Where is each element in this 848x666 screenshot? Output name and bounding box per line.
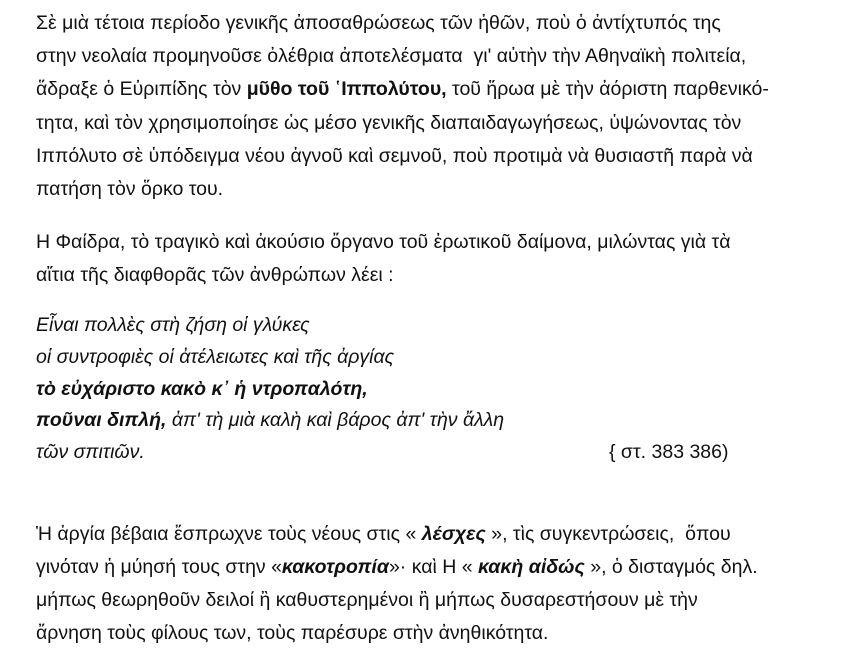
text-run: », ὁ δισταγμός δηλ. (584, 556, 758, 578)
paragraph-3-line-1 (36, 521, 731, 547)
paragraph-1-line-1: Σὲ μιὰ τέτοια περίοδο γενικῆς ἀποσαθρώσεως τῶν ἠθῶν, ποὺ ὁ ἀντίχτυπός της (36, 12, 721, 34)
text-run: ἀπ' τὴ μιὰ καλὴ καὶ βάρος ἀπ' τὴν ἄλλη (166, 409, 505, 431)
quote-line-1: Εἶναι πολλὲς στὴ ζήση οἱ γλύκες (36, 314, 310, 336)
quote-line-4 (36, 407, 504, 433)
text-run: γινόταν ἡ μύησή τους στην « (36, 556, 282, 578)
paragraph-1-line-6: πατήση τὸν ὅρκο του. (36, 178, 224, 200)
quote-line-3: τὸ εὐχάριστο κακὸ κ᾽ ἡ ντροπαλότη, (36, 378, 368, 400)
text-run: »· καὶ Η « (388, 556, 478, 578)
text-run: Ἡ ἀργία βέβαια ἔσπρωχνε τοὺς νέους στις « (36, 523, 422, 545)
bold-phrase: ποῦναι διπλή, (36, 409, 167, 431)
text-run: », τὶς συγκεντρώσεις, ὅπου (485, 523, 731, 545)
text-run: ἅδραξε ὁ Εὐριπίδης τὸν (36, 78, 247, 100)
emphasis-kaki-aidos: κακὴ αἰδώς (478, 556, 585, 578)
quote-line-5: τῶν σπιτιῶν. (36, 441, 145, 463)
paragraph-1-line-5: Ιππόλυτο σὲ ὑπόδειγμα νέου ἁγνοῦ καὶ σεμνοῦ, ποὺ προτιμὰ νὰ θυσιαστῆ παρὰ νὰ (36, 145, 753, 167)
emphasis-lesches: λέσχες (421, 523, 486, 545)
text-run: τοῦ ἥρωα μὲ τὴν ἀόριστη παρθενικό- (446, 78, 769, 100)
quote-line-2: οἱ συντροφιὲς οἱ ἀτέλειωτες καὶ τῆς ἀργίας (36, 346, 395, 368)
paragraph-2-line-1: Η Φαίδρα, τὸ τραγικὸ καὶ ἀκούσιο ὄργανο τοῦ ἐρωτικοῦ δαίμονα, μιλώντας γιὰ τὰ (36, 231, 731, 253)
paragraph-3-line-2 (36, 554, 758, 580)
verse-reference: { στ. 383 386) (609, 441, 729, 463)
bold-phrase: μῦθο τοῦ ῾Ιππολύτου, (246, 78, 447, 100)
paragraph-2-line-2: αἴτια τῆς διαφθορᾶς τῶν ἀνθρώπων λέει : (36, 264, 394, 286)
paragraph-3-line-3: μήπως θεωρηθοῦν δειλοί ἢ καθυστερημένοι ἢ μήπως δυσαρεστήσουν μὲ τὴν (36, 589, 698, 611)
emphasis-kakotropia: κακοτροπία (281, 556, 389, 578)
paragraph-1-line-2: στην νεολαία προμηνοῦσε ὀλέθρια ἀποτελέσματα γι' αὐτὴν τὴν Αθηναϊκὴ πολιτεία, (36, 45, 747, 67)
paragraph-3-line-4: ἄρνηση τοὺς φίλους των, τοὺς παρέσυρε στὴν ἀνηθικότητα. (36, 622, 549, 644)
paragraph-1-line-4: τητα, καὶ τὸν χρησιμοποίησε ὡς μέσο γενικῆς διαπαιδαγωγήσεως, ὑψώνοντας τὸν (36, 112, 742, 134)
paragraph-1-line-3 (36, 76, 769, 102)
